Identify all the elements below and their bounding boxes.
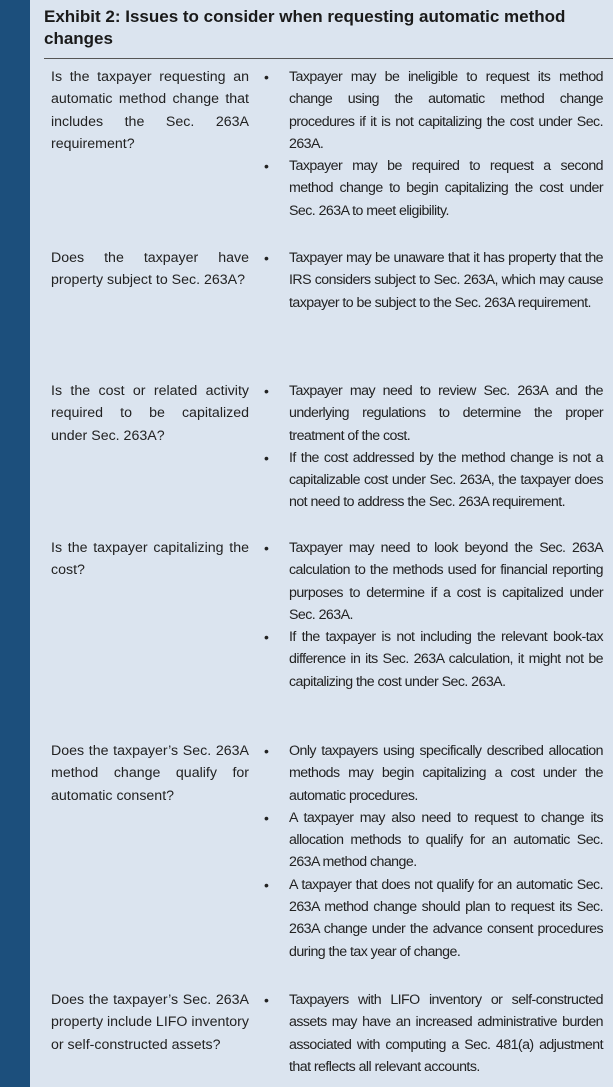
issue-item xyxy=(263,807,603,874)
table-row xyxy=(30,537,613,740)
table-row xyxy=(30,66,613,247)
bullet-icon: • xyxy=(264,69,269,85)
bullet-icon: • xyxy=(264,743,269,759)
question-cell: Is the taxpayer capitalizing the cost? xyxy=(51,540,249,579)
bullet-icon: • xyxy=(264,158,269,175)
issue-list xyxy=(263,66,603,247)
question-cell: Is the cost or related activity required to be capitalized under Sec. 263A? xyxy=(51,383,249,444)
issue-item xyxy=(263,740,603,807)
question-cell: Does the taxpayer’s Sec. 263A method change qualify for automatic consent? xyxy=(51,743,249,804)
question-cell: Does the taxpayer have property subject to Sec. 263A? xyxy=(51,250,249,289)
bullet-icon: • xyxy=(264,809,269,826)
issue-text: Taxpayer may be ineligible to request its method change using the automatic method change procedures if it is not capitalizing the cost under Sec. 263A. xyxy=(289,69,603,152)
question-cell: Is the taxpayer requesting an automatic method change that includes the Sec. 263A requirement? xyxy=(51,69,249,152)
exhibit-panel xyxy=(30,0,613,1087)
issue-text: If the cost addressed by the method change is not a capitalizable cost under Sec. 263A, the taxpayer does not need to address the Sec. 263A requirement. xyxy=(289,449,603,511)
issue-text: Only taxpayers using specifically described allocation methods may begin capitalizing a cost under the automatic procedures. xyxy=(289,743,603,804)
title-divider xyxy=(44,58,613,59)
table-row xyxy=(30,740,613,989)
question-cell: Does the taxpayer’s Sec. 263A property include LIFO inventory or self-constructed assets? xyxy=(51,992,249,1053)
bullet-icon: • xyxy=(264,629,269,646)
issue-item xyxy=(263,447,603,514)
issue-text: If the taxpayer is not including the relevant book-tax difference in its Sec. 263A calculation, it might not be capitalizing the cost under Sec. 263A. xyxy=(289,629,603,690)
bullet-icon: • xyxy=(264,250,269,266)
issue-item xyxy=(263,380,603,447)
issue-item xyxy=(263,66,603,155)
bullet-icon: • xyxy=(264,876,269,893)
issue-item xyxy=(263,874,603,963)
issue-text: A taxpayer may also need to request to change its allocation methods to qualify for an automatic Sec. 263A method change. xyxy=(289,809,603,871)
issue-item xyxy=(263,626,603,693)
bullet-icon: • xyxy=(264,540,269,556)
issue-list xyxy=(263,537,603,740)
bullet-icon: • xyxy=(264,383,269,399)
issue-text: Taxpayer may be unaware that it has property that the IRS considers subject to Sec. 263A, which may cause taxpayer to be subject to the Sec. 263A requirement. xyxy=(289,250,603,311)
issue-list xyxy=(263,740,603,989)
issue-item xyxy=(263,247,603,314)
issue-list xyxy=(263,989,603,1081)
table-row xyxy=(30,989,613,1081)
issue-text: A taxpayer that does not qualify for an automatic Sec. 263A method change should plan to request its Sec. 263A change under the advance consent procedures during the tax year of change. xyxy=(289,876,603,960)
issue-text: Taxpayer may need to review Sec. 263A and the underlying regulations to determine the proper treatment of the cost. xyxy=(289,383,603,444)
issue-item xyxy=(263,989,603,1078)
issues-table xyxy=(30,66,613,1081)
table-row xyxy=(30,380,613,537)
issue-list xyxy=(263,380,603,537)
issue-item xyxy=(263,537,603,626)
issue-text: Taxpayer may need to look beyond the Sec. 263A calculation to the methods used for financial reporting purposes to determine if a cost is capitalized under Sec. 263A. xyxy=(289,540,603,623)
bullet-icon: • xyxy=(264,992,269,1008)
table-row xyxy=(30,247,613,380)
issue-text: Taxpayers with LIFO inventory or self-constructed assets may have an increased administrative burden associated with computing a Sec. 481(a) adjustment that reflects all relevant accounts. xyxy=(289,992,603,1075)
side-accent-bar xyxy=(0,0,30,1087)
issue-text: Taxpayer may be required to request a second method change to begin capitalizing the cost under Sec. 263A to meet eligibility. xyxy=(289,158,603,219)
issue-item xyxy=(263,155,603,222)
issue-list xyxy=(263,247,603,380)
bullet-icon: • xyxy=(264,449,269,466)
exhibit-title: Exhibit 2: Issues to consider when requesting automatic method changes xyxy=(44,7,566,48)
